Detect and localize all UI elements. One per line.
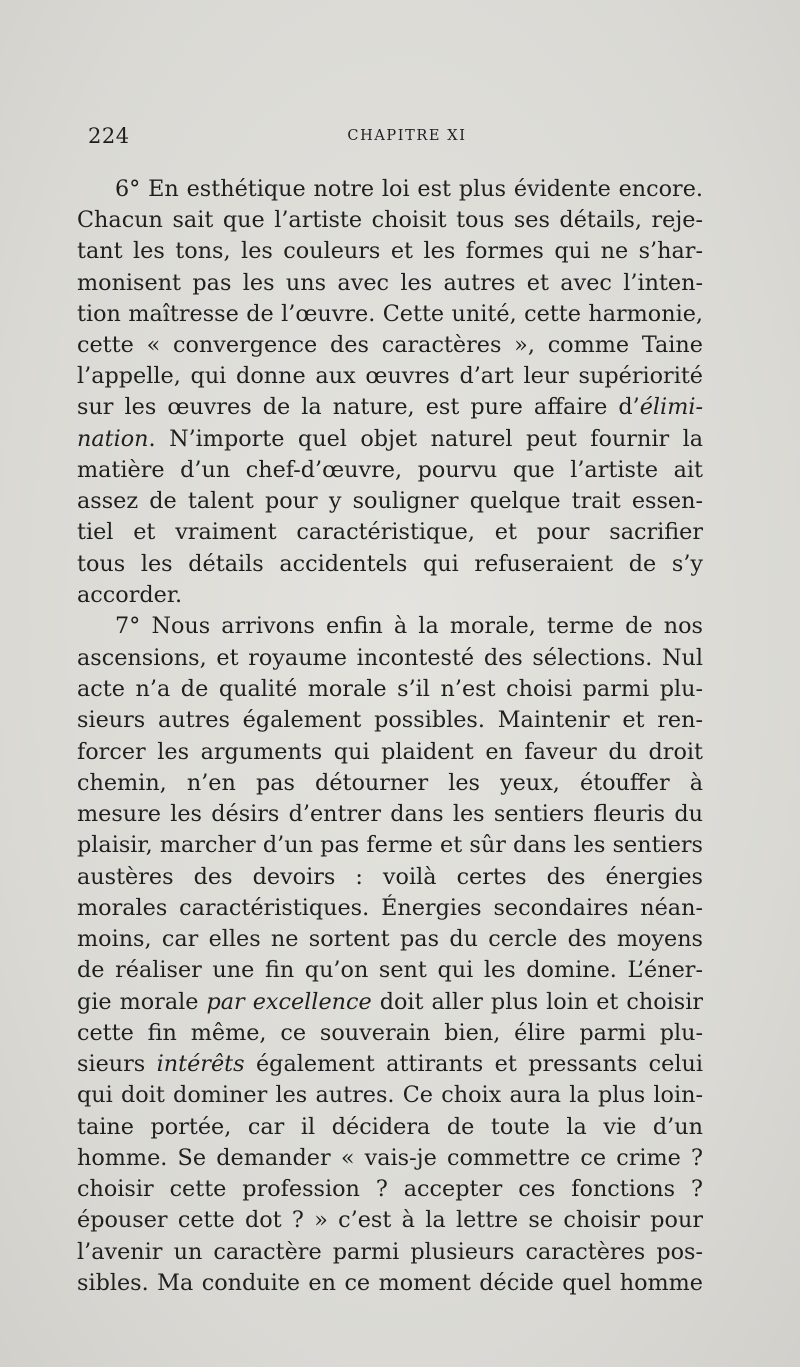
text-line: austères des devoirs : voilà certes des énergies: [77, 864, 703, 890]
text-line: cette fin même, ce souverain bien, élire parmi plu-: [77, 1020, 703, 1046]
text-line: assez de talent pour y souligner quelque trait essen-: [77, 488, 703, 514]
text-line: [77, 392, 703, 422]
text-line: 7° Nous arrivons enfin à la morale, terme de nos: [115, 613, 703, 639]
text-line: acte n’a de qualité morale s’il n’est choisi parmi plu-: [77, 676, 703, 702]
text-segment: . N’importe quel objet naturel peut fournir la: [148, 426, 703, 452]
text-line: morales caractéristiques. Énergies secondaires néan-: [77, 895, 703, 921]
text-line: l’avenir un caractère parmi plusieurs caractères pos-: [77, 1239, 703, 1265]
text-line: [77, 1049, 703, 1079]
page-number: 224: [88, 124, 130, 148]
text-line: choisir cette profession ? accepter ces fonctions ?: [77, 1176, 703, 1202]
text-line: sieurs autres également possibles. Maintenir et ren-: [77, 707, 703, 733]
text-line: tant les tons, les couleurs et les formes qui ne s’har-: [77, 238, 703, 264]
text-line: monisent pas les uns avec les autres et avec l’inten-: [77, 270, 703, 296]
italic-term: intérêts: [156, 1051, 245, 1077]
text-segment: également attirants et pressants celui: [244, 1051, 703, 1077]
text-line: tous les détails accidentels qui refuseraient de s’y: [77, 551, 703, 577]
text-line: cette « convergence des caractères », comme Taine: [77, 332, 703, 358]
text-line: 6° En esthétique notre loi est plus évidente encore.: [115, 176, 703, 202]
text-line: l’appelle, qui donne aux œuvres d’art leur supériorité: [77, 363, 703, 389]
text-segment: sur les œuvres de la nature, est pure affaire d’: [77, 394, 640, 420]
text-line: forcer les arguments qui plaident en faveur du droit: [77, 739, 703, 765]
text-line: plaisir, marcher d’un pas ferme et sûr dans les sentiers: [77, 832, 703, 858]
italic-term: nation: [77, 426, 149, 452]
text-segment: gie morale: [77, 989, 207, 1015]
text-line: taine portée, car il décidera de toute la vie d’un: [77, 1114, 703, 1140]
text-line: chemin, n’en pas détourner les yeux, étouffer à: [77, 770, 703, 796]
text-segment: doit aller plus loin et choisir: [371, 989, 703, 1015]
text-line: tiel et vraiment caractéristique, et pour sacrifier: [77, 519, 703, 545]
text-line: accorder.: [77, 582, 183, 608]
text-line: ascensions, et royaume incontesté des sélections. Nul: [77, 645, 703, 671]
text-line: sibles. Ma conduite en ce moment décide quel homme: [77, 1270, 703, 1296]
text-segment: sieurs: [77, 1051, 157, 1077]
text-line: qui doit dominer les autres. Ce choix aura la plus loin-: [77, 1082, 703, 1108]
text-line: moins, car elles ne sortent pas du cercle des moyens: [77, 926, 703, 952]
text-line: Chacun sait que l’artiste choisit tous ses détails, reje-: [77, 207, 703, 233]
running-head: CHAPITRE XI: [347, 128, 467, 144]
text-line: matière d’un chef-d’œuvre, pourvu que l’artiste ait: [77, 457, 703, 483]
text-line: [77, 987, 703, 1017]
text-line: tion maîtresse de l’œuvre. Cette unité, cette harmonie,: [77, 301, 703, 327]
text-line: épouser cette dot ? » c’est à la lettre se choisir pour: [77, 1207, 703, 1233]
text-line: mesure les désirs d’entrer dans les sentiers fleuris du: [77, 801, 703, 827]
text-line: de réaliser une fin qu’on sent qui les domine. L’éner-: [77, 957, 703, 983]
italic-term: par excellence: [206, 989, 372, 1015]
text-line: [77, 424, 703, 454]
italic-term: élimi-: [639, 394, 703, 420]
text-line: homme. Se demander « vais-je commettre ce crime ?: [77, 1145, 703, 1171]
